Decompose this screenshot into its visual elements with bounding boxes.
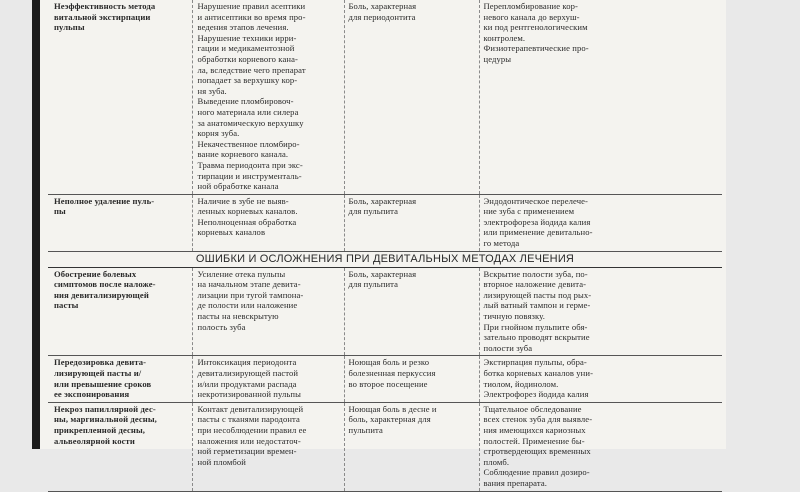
treatment-cell: Экстирпация пульпы, обра- ботка корневых каналов уни- тиолом, йодинолом. Электрофорез йодида калия <box>479 356 722 402</box>
symptom-cell: Ноющая боль и резко болезненная перкуссия во второе посещение <box>344 356 479 402</box>
cause-cell: Усиление отека пульпы на начальном этапе девита- лизации при тугой тампона- де полости или наложение пасты на невскрытую полость зуба <box>192 267 344 356</box>
cause-cell: Наличие в зубе не выяв- ленных корневых каналов. Неполноценная обработка корневых каналов <box>192 194 344 251</box>
treatment-cell: Перепломбирование кор- невого канала до верхуш- ки под рентгенологическим контролем. Физиотерапевтические про- цедуры <box>479 0 722 194</box>
complication-cell: Некроз папиллярной дес- ны, маргинальной десны, прикрепленной десны, альвеолярной кости <box>48 402 192 491</box>
treatment-cell: Тщательное обследование всех стенок зуба для выявле- ния имеющихся кариозных полостей. Применение бы- стротвердеющих временных пломб. Соблюдение правил дозиро- вания препарата. <box>479 402 722 491</box>
table-row <box>48 0 722 194</box>
table-row <box>48 267 722 356</box>
table-row <box>48 402 722 491</box>
complication-cell: Обострение болевых симптомов после наложе- ния девитализирующей пасты <box>48 267 192 356</box>
complication-cell: Неполное удаление пуль- пы <box>48 194 192 251</box>
table-row <box>48 356 722 402</box>
symptom-cell: Боль, характерная для периодонтита <box>344 0 479 194</box>
section-title: ОШИБКИ И ОСЛОЖНЕНИЯ ПРИ ДЕВИТАЛЬНЫХ МЕТОДАХ ЛЕЧЕНИЯ <box>48 251 722 267</box>
complication-cell: Неэффективность метода витальной экстирпации пульпы <box>48 0 192 194</box>
cause-cell: Нарушение правил асептики и антисептики во время про- ведения этапов лечения. Нарушение техники ирри- гации и медикаментозной обработки корневого кана- ла, вследствие чего препарат попадает за верхушку кор- ня зуба. Выведение пломбировоч- ного материала или силера за анатомическую верхушку корня зуба. Некачественное пломбиро- вание корневого канала. Травма периодонта при экс- тирпации и инструменталь- ной обработке канала <box>192 0 344 194</box>
symptom-cell: Ноющая боль в десне и боль, характерная для пульпита <box>344 402 479 491</box>
cause-cell: Интоксикация периодонта девитализирующей пастой и/или продуктами распада некротизированной пульпы <box>192 356 344 402</box>
document-page <box>32 0 726 488</box>
treatment-cell: Вскрытие полости зуба, по- вторное наложение девита- лизирующей пасты под рых- лый ватный тампон и герме- тичную повязку. При гнойном пульпите обя- зательно проводят вскрытие полости зуба <box>479 267 722 356</box>
table-row <box>48 194 722 251</box>
section-header-row <box>48 251 722 267</box>
treatment-cell: Эндодонтическое перелече- ние зуба с применением электрофореза йодида калия или применение девитально- го метода <box>479 194 722 251</box>
symptom-cell: Боль, характерная для пульпита <box>344 194 479 251</box>
complications-table <box>48 0 722 492</box>
cause-cell: Контакт девитализирующей пасты с тканями пародонта при несоблюдении правил ее наложения или недостаточ- ной герметизации времен- ной пломбой <box>192 402 344 491</box>
symptom-cell: Боль, характерная для пульпита <box>344 267 479 356</box>
complication-cell: Передозировка девита- лизирующей пасты и/ или превышение сроков ее экспонирования <box>48 356 192 402</box>
